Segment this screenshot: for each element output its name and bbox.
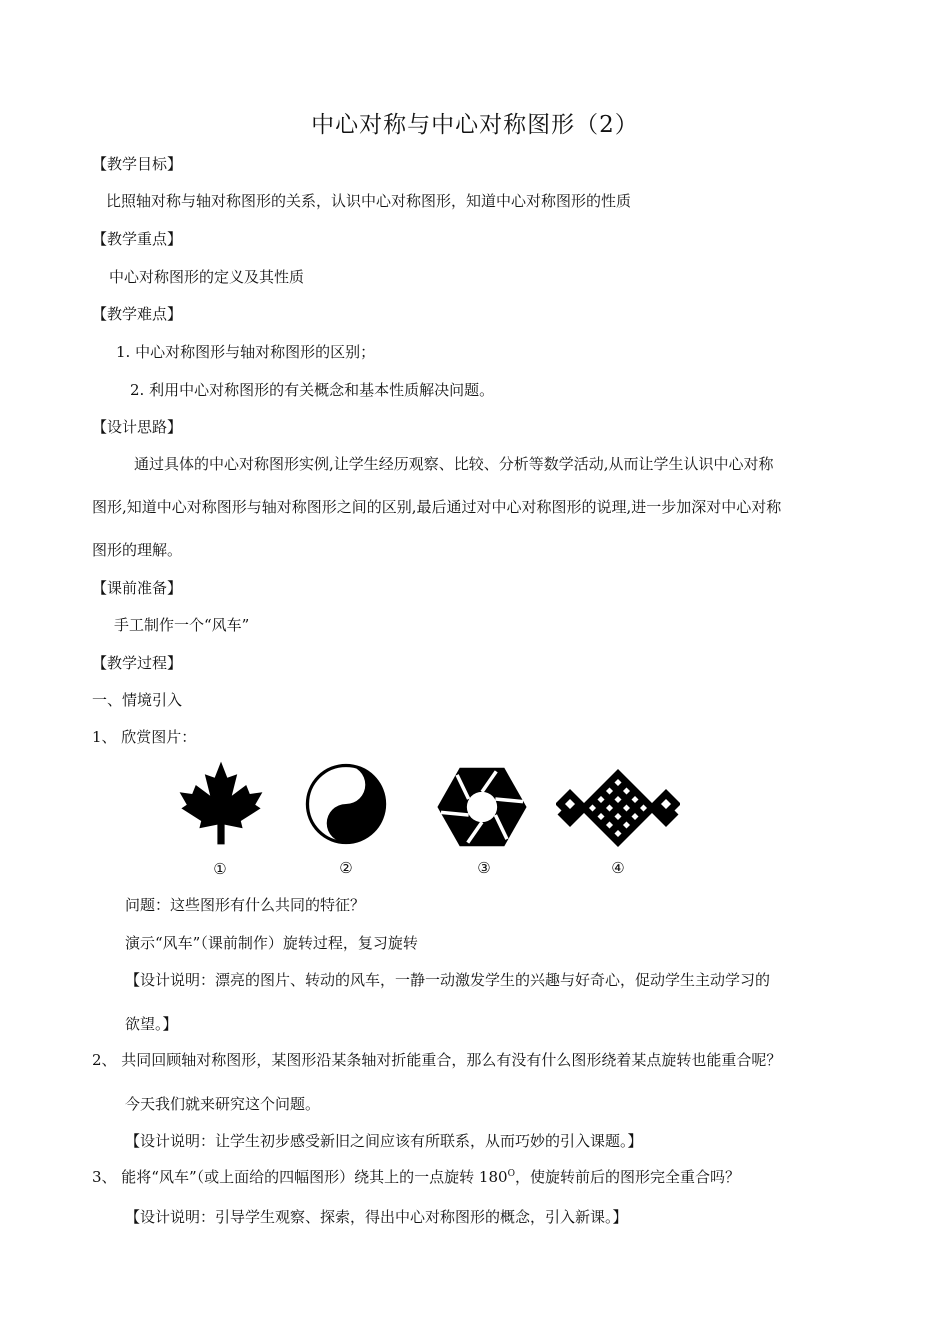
yin-yang-icon — [305, 763, 387, 845]
endless-knot-icon — [556, 768, 680, 848]
figure-label-4: ④ — [611, 859, 625, 877]
note-1-line-1: 【设计说明：漂亮的图片、转动的风车，一静一动激发学生的兴趣与好奇心，促动学生主动学习的 — [125, 971, 771, 989]
item-3-text-end: ，使旋转前后的图形完全重合吗？ — [514, 1168, 740, 1186]
demo-text: 演示“风车”（课前制作）旋转过程，复习旋转 — [125, 934, 418, 952]
item-2: 2、 共同回顾轴对称图形，某图形沿某条轴对折能重合，那么有没有什么图形绕着某点旋转也能重合呢？ — [92, 1051, 782, 1069]
key-header: 【教学重点】 — [92, 230, 183, 248]
difficulty-item-2: 2. 利用中心对称图形的有关概念和基本性质解决问题。 — [130, 381, 495, 399]
figure-label-3: ③ — [477, 859, 491, 877]
figure-label-1: ① — [213, 860, 227, 878]
hexagon-shutter-icon — [437, 766, 527, 848]
maple-leaf-icon — [176, 758, 266, 848]
note-2: 【设计说明：让学生初步感受新旧之间应该有所联系，从而巧妙的引入课题。】 — [125, 1132, 643, 1150]
note-1-line-2: 欲望。】 — [125, 1015, 178, 1033]
item-2-continued: 今天我们就来研究这个问题。 — [125, 1095, 321, 1113]
goal-text: 比照轴对称与轴对称图形的关系，认识中心对称图形，知道中心对称图形的性质 — [106, 192, 632, 210]
degree-superscript: O — [507, 1169, 515, 1179]
question-text: 问题：这些图形有什么共同的特征？ — [125, 896, 366, 914]
difficulty-item-1: 1. 中心对称图形与轴对称图形的区别； — [116, 343, 376, 361]
item-3-text: 3、 能将“风车”（或上面给的四幅图形）绕其上的一点旋转 180 — [92, 1168, 508, 1186]
design-header: 【设计思路】 — [92, 418, 183, 436]
figure-label-2: ② — [339, 859, 353, 877]
prep-header: 【课前准备】 — [92, 579, 183, 597]
page-title: 中心对称与中心对称图形（2） — [311, 112, 639, 138]
prep-text: 手工制作一个“风车” — [114, 616, 250, 634]
item-3 — [92, 1170, 740, 1185]
design-line-1: 通过具体的中心对称图形实例,让学生经历观察、比较、分析等数学活动,从而让学生认识中心对称 — [134, 455, 774, 473]
note-3: 【设计说明：引导学生观察、探索，得出中心对称图形的概念，引入新课。】 — [125, 1208, 628, 1226]
design-line-2: 图形,知道中心对称图形与轴对称图形之间的区别,最后通过对中心对称图形的说理,进一步加深对中心对称 — [92, 498, 782, 516]
design-line-3: 图形的理解。 — [92, 541, 183, 559]
item-1: 1、 欣赏图片： — [92, 728, 197, 746]
part-1-heading: 一、情境引入 — [92, 691, 183, 709]
key-text: 中心对称图形的定义及其性质 — [109, 268, 305, 286]
process-header: 【教学过程】 — [92, 654, 183, 672]
difficulty-header: 【教学难点】 — [92, 305, 183, 323]
goal-header: 【教学目标】 — [92, 155, 183, 173]
